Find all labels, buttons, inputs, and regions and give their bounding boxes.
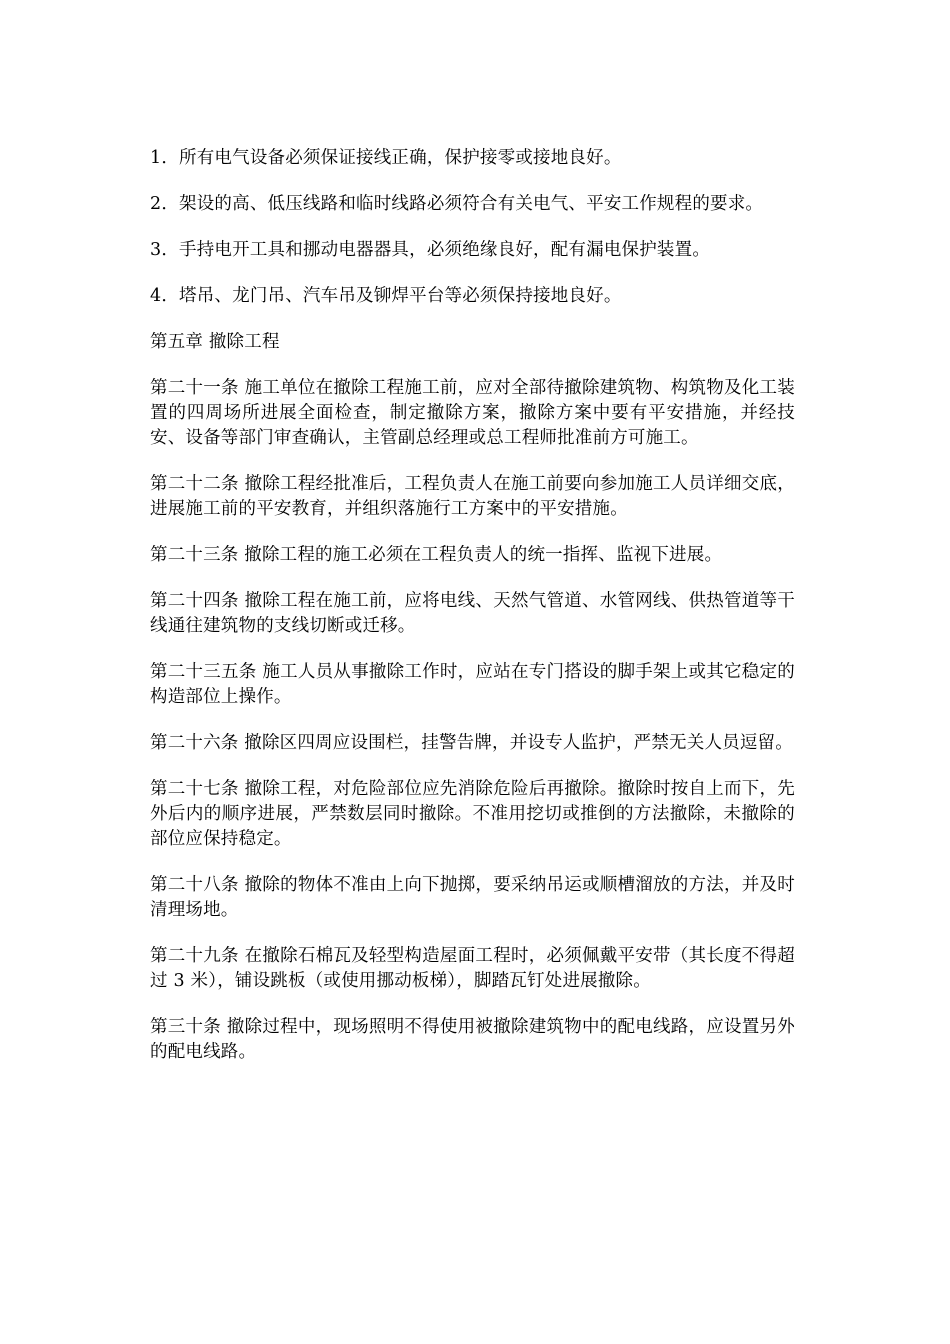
article-29: 第二十九条 在撤除石棉瓦及轻型构造屋面工程时，必须佩戴平安带（其长度不得超过 3 米），铺设跳板（或使用挪动板梯），脚踏瓦钉处进展撤除。 — [150, 946, 795, 991]
article-22: 第二十二条 撤除工程经批准后，工程负责人在施工前要向参加施工人员详细交底，进展施工前的平安教育，并组织落施行工方案中的平安措施。 — [150, 474, 795, 519]
article-25: 第二十三五条 施工人员从事撤除工作时，应站在专门搭设的脚手架上或其它稳定的构造部位上操作。 — [150, 662, 795, 707]
article-26: 第二十六条 撤除区四周应设围栏，挂警告牌，并设专人监护，严禁无关人员逗留。 — [150, 733, 793, 753]
article-21: 第二十一条 施工单位在撤除工程施工前，应对全部待撤除建筑物、构筑物及化工装置的四周场所进展全面检查，制定撤除方案，撤除方案中要有平安措施，并经技安、设备等部门审查确认，主管副总经理或总工程师批准前方可施工。 — [150, 378, 795, 448]
document-body — [150, 146, 795, 1086]
article-28: 第二十八条 撤除的物体不准由上向下抛掷，要采纳吊运或顺槽溜放的方法，并及时清理场地。 — [150, 875, 795, 920]
item-4-cranes: 4．塔吊、龙门吊、汽车吊及铆焊平台等必须保持接地良好。 — [150, 286, 622, 306]
article-24: 第二十四条 撤除工程在施工前，应将电线、天然气管道、水管网线、供热管道等干线通往建筑物的支线切断或迁移。 — [150, 591, 795, 636]
article-27: 第二十七条 撤除工程，对危险部位应先消除危险后再撤除。撤除时按自上而下，先外后内的顺序进展，严禁数层同时撤除。不准用挖切或推倒的方法撤除，未撤除的部位应保持稳定。 — [150, 779, 795, 849]
article-30: 第三十条 撤除过程中，现场照明不得使用被撤除建筑物中的配电线路，应设置另外的配电线路。 — [150, 1017, 795, 1062]
item-2-wiring: 2．架设的高、低压线路和临时线路必须符合有关电气、平安工作规程的要求。 — [150, 194, 764, 214]
article-23: 第二十三条 撤除工程的施工必须在工程负责人的统一指挥、监视下进展。 — [150, 545, 723, 565]
chapter-5-heading: 第五章 撤除工程 — [150, 332, 280, 352]
item-3-handheld-tools: 3．手持电开工具和挪动电器器具，必须绝缘良好，配有漏电保护装置。 — [150, 240, 711, 260]
item-1-grounding: 1．所有电气设备必须保证接线正确，保护接零或接地良好。 — [150, 148, 622, 168]
